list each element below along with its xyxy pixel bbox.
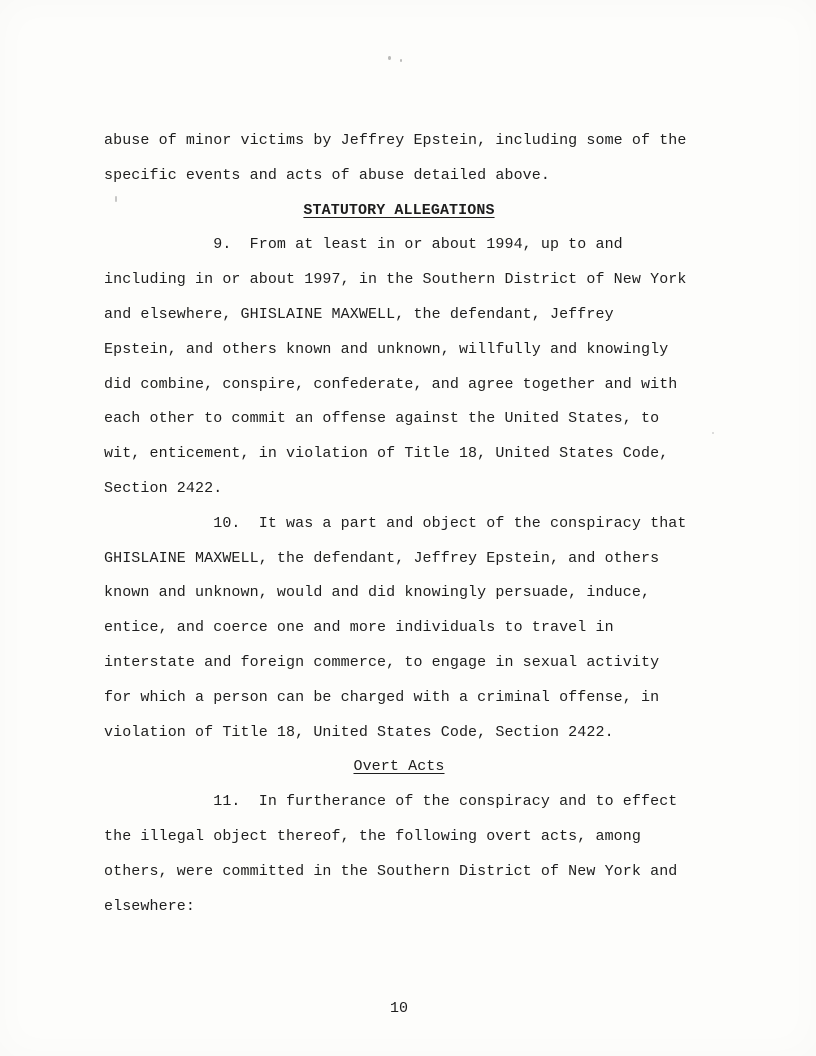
- scan-artifact: [712, 432, 714, 434]
- body-line: entice, and coerce one and more individuals to travel in: [104, 619, 614, 637]
- scan-artifact: [400, 59, 402, 62]
- body-line: Epstein, and others known and unknown, willfully and knowingly: [104, 340, 669, 358]
- page-number: 10: [389, 1000, 408, 1017]
- body-line: for which a person can be charged with a criminal offense, in: [104, 688, 660, 706]
- body-line: each other to commit an offense against the United States, to: [104, 410, 660, 428]
- body-line: and elsewhere, GHISLAINE MAXWELL, the defendant, Jeffrey: [104, 305, 614, 323]
- body-line: elsewhere:: [104, 897, 196, 915]
- section-heading-label: STATUTORY ALLEGATIONS: [303, 201, 495, 219]
- body-line: did combine, conspire, confederate, and agree together and with: [104, 375, 678, 393]
- body-line: known and unknown, would and did knowingly persuade, induce,: [104, 584, 651, 602]
- body-line: 11. In furtherance of the conspiracy and to effect: [104, 793, 678, 811]
- body-line: specific events and acts of abuse detailed above.: [104, 166, 550, 184]
- scan-artifact: [388, 56, 391, 60]
- document-body: [104, 124, 694, 924]
- body-line: 9. From at least in or about 1994, up to and: [104, 236, 623, 254]
- body-line: Section 2422.: [104, 479, 223, 497]
- body-line: GHISLAINE MAXWELL, the defendant, Jeffrey Epstein, and others: [104, 549, 660, 567]
- body-line: others, were committed in the Southern District of New York and: [104, 862, 678, 880]
- body-line: abuse of minor victims by Jeffrey Epstein, including some of the: [104, 132, 687, 149]
- section-heading-statutory-allegations: [104, 194, 694, 229]
- body-line: wit, enticement, in violation of Title 18, United States Code,: [104, 445, 669, 463]
- section-heading-overt-acts: [104, 750, 694, 785]
- body-line: including in or about 1997, in the Southern District of New York: [104, 271, 687, 289]
- body-line: the illegal object thereof, the following overt acts, among: [104, 827, 641, 845]
- body-line: violation of Title 18, United States Code, Section 2422.: [104, 723, 614, 741]
- body-line: interstate and foreign commerce, to engage in sexual activity: [104, 653, 660, 671]
- body-line: 10. It was a part and object of the conspiracy that: [104, 514, 687, 532]
- section-heading-label: Overt Acts: [353, 758, 445, 776]
